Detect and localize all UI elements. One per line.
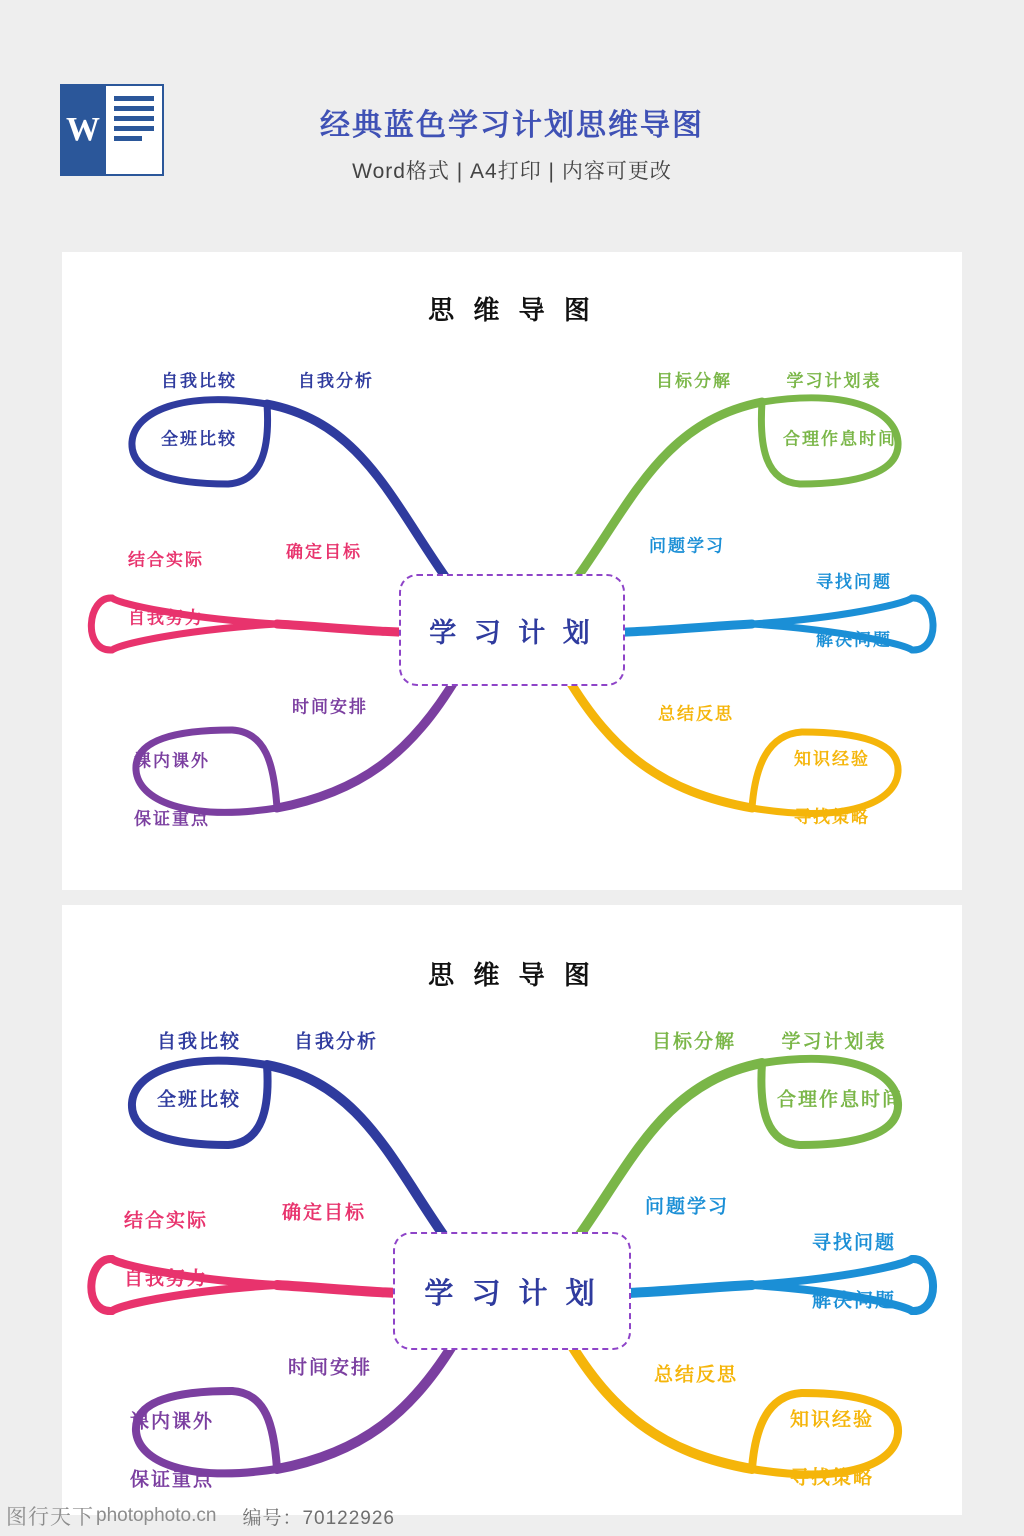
branch-label-problem-learning: 问题学习 [649, 536, 725, 556]
child-label-study-plan-table-2: 学习计划表 [781, 1031, 887, 1053]
branch-label-time-arrangement-2: 时间安排 [287, 1357, 373, 1379]
child-label-self-comparison: 自我比较 [161, 371, 237, 391]
child-label-find-strategy: 寻找策略 [794, 807, 870, 827]
page-subtitle: Word格式 | A4打印 | 内容可更改 [352, 160, 672, 183]
child-label-reasonable-schedule: 合理作息时间 [783, 429, 897, 449]
branch-label-goal-breakdown-2: 目标分解 [651, 1031, 737, 1053]
word-logo-letter: W [60, 84, 106, 176]
mindmap-panel-1 [62, 252, 962, 890]
child-label-find-problem-2: 寻找问题 [811, 1232, 897, 1254]
branch-label-time-arrangement: 时间安排 [292, 697, 368, 717]
child-label-find-problem: 寻找问题 [816, 572, 892, 592]
center-node-1 [399, 574, 625, 686]
watermark-number-text: 编号：70122926 [242, 1507, 395, 1529]
child-label-self-effort: 自我努力 [128, 608, 204, 628]
child-label-match-reality: 结合实际 [128, 550, 204, 570]
child-label-self-effort-2: 自我努力 [123, 1268, 209, 1290]
footer-watermark [0, 1496, 1024, 1536]
child-label-self-comparison-2: 自我比较 [156, 1031, 242, 1053]
child-label-match-reality-2: 结合实际 [123, 1210, 209, 1232]
child-label-study-plan-table: 学习计划表 [786, 371, 882, 391]
child-label-knowledge-experience-2: 知识经验 [789, 1409, 875, 1431]
watermark-site-text: photophoto.cn [96, 1505, 217, 1526]
branch-label-summary-reflection: 总结反思 [658, 704, 734, 724]
branch-label-set-goal: 确定目标 [286, 542, 362, 562]
center-node-label-2: 学 习 计 划 [424, 1277, 600, 1310]
child-label-in-out-class-2: 课内课外 [129, 1411, 215, 1433]
child-label-class-comparison-2: 全班比较 [156, 1089, 242, 1111]
child-label-find-strategy-2: 寻找策略 [789, 1467, 875, 1489]
child-label-class-comparison: 全班比较 [161, 429, 237, 449]
diagram-title: 思 维 导 图 [428, 295, 596, 325]
branch-label-problem-learning-2: 问题学习 [644, 1196, 730, 1218]
child-label-in-out-class: 课内课外 [134, 751, 210, 771]
center-node-2 [393, 1232, 631, 1350]
branch-label-goal-breakdown: 目标分解 [656, 371, 732, 391]
child-label-ensure-priority: 保证重点 [134, 809, 210, 829]
child-label-reasonable-schedule-2: 合理作息时间 [776, 1089, 904, 1111]
diagram-title-2: 思 维 导 图 [428, 960, 596, 990]
center-node-label: 学 习 计 划 [429, 617, 595, 648]
branch-label-self-analysis-2: 自我分析 [293, 1031, 379, 1053]
mindmap-panel-2 [62, 905, 962, 1515]
child-label-ensure-priority-2: 保证重点 [129, 1469, 215, 1491]
child-label-solve-problem: 解决问题 [816, 630, 892, 650]
watermark-logo-text: 图行天下 [6, 1506, 94, 1529]
page-header [0, 0, 1024, 250]
child-label-solve-problem-2: 解决问题 [811, 1290, 897, 1312]
branch-label-self-analysis: 自我分析 [298, 371, 374, 391]
page-title: 经典蓝色学习计划思维导图 [320, 109, 704, 142]
branch-label-summary-reflection-2: 总结反思 [653, 1364, 739, 1386]
branch-label-set-goal-2: 确定目标 [281, 1202, 367, 1224]
child-label-knowledge-experience: 知识经验 [794, 749, 870, 769]
